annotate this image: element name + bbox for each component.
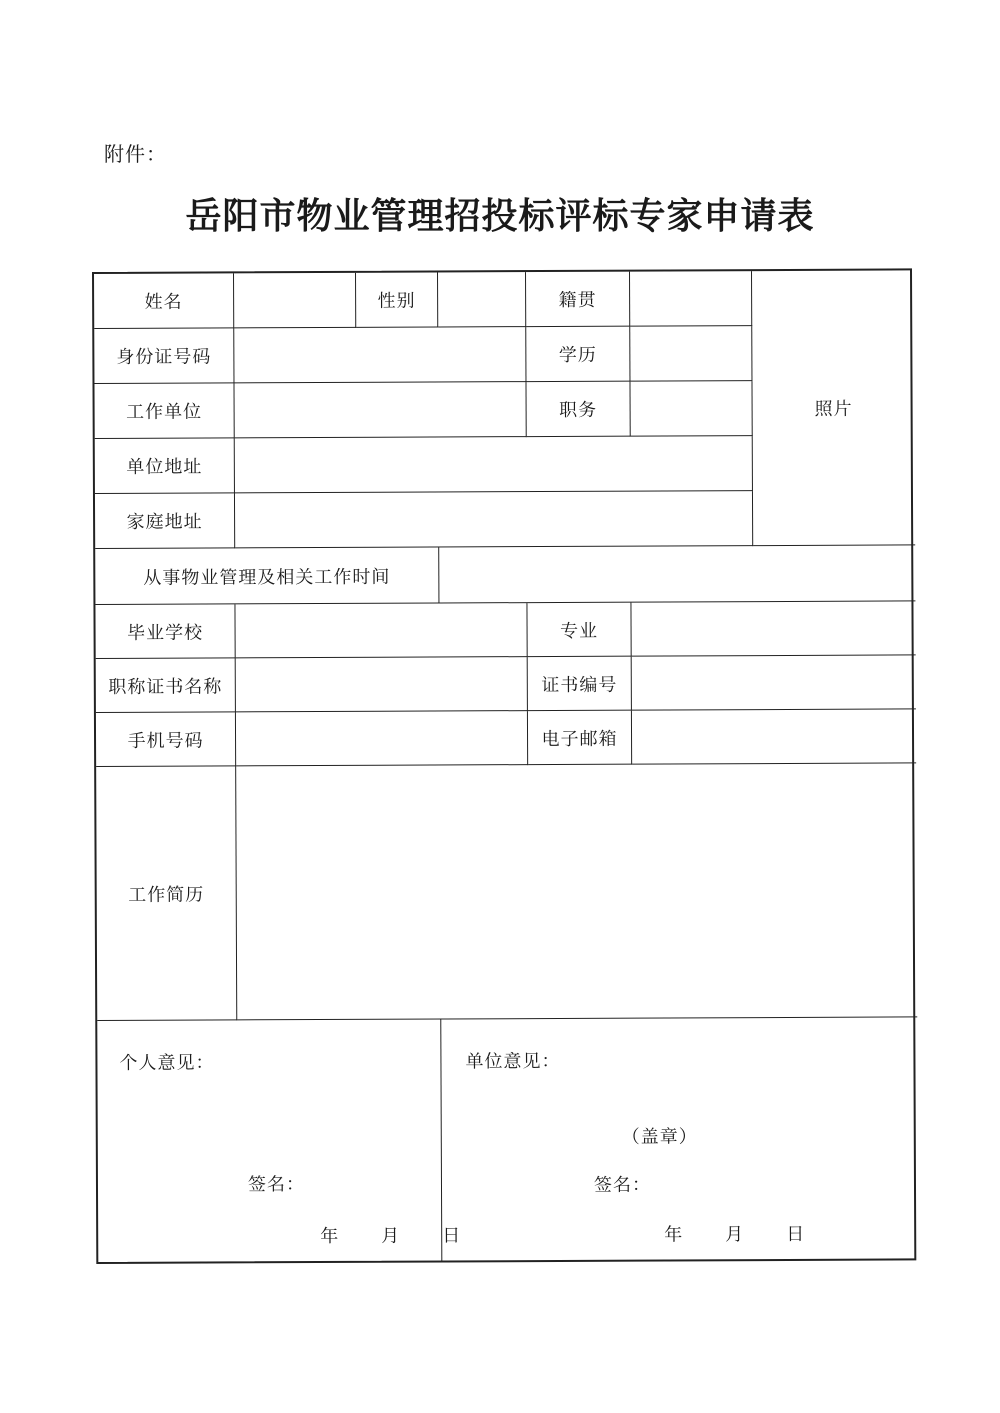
email-label: 电子邮箱 (528, 711, 632, 765)
unit-address-field[interactable] (235, 436, 753, 493)
work-time-field[interactable] (439, 545, 915, 603)
gender-label: 性别 (356, 272, 438, 327)
photo-box[interactable]: 照片 (752, 270, 915, 546)
resume-label: 工作简历 (96, 766, 237, 1021)
position-label: 职务 (526, 382, 630, 437)
personal-opinion-box[interactable] (97, 1019, 462, 1262)
native-place-label: 籍贯 (526, 272, 630, 327)
work-unit-label: 工作单位 (94, 383, 234, 439)
application-form-table (92, 268, 916, 1264)
unit-seal-label: （盖章） (621, 1126, 698, 1148)
personal-date (320, 1221, 461, 1248)
work-unit-field[interactable] (234, 382, 526, 438)
gender-field[interactable] (438, 272, 526, 327)
unit-address-label: 单位地址 (95, 438, 235, 494)
home-address-field[interactable] (235, 491, 753, 548)
education-label: 学历 (526, 327, 630, 382)
personal-date-month: 月 (381, 1225, 401, 1247)
unit-date (664, 1220, 805, 1247)
id-number-label: 身份证号码 (94, 328, 234, 384)
personal-sign-label: 签名： (247, 1174, 306, 1196)
home-address-label: 家庭地址 (95, 493, 235, 549)
unit-date-year: 年 (664, 1224, 684, 1246)
name-label: 姓名 (94, 273, 234, 329)
personal-date-day: 日 (442, 1225, 462, 1247)
unit-sign-label: 签名： (593, 1174, 652, 1196)
form-title: 岳阳市物业管理招投标评标专家申请表 (185, 195, 815, 237)
cert-number-field[interactable] (632, 655, 916, 710)
name-field[interactable] (234, 273, 356, 329)
native-place-field[interactable] (630, 271, 752, 327)
phone-field[interactable] (236, 711, 528, 766)
school-field[interactable] (235, 603, 527, 658)
cert-name-field[interactable] (236, 657, 528, 712)
unit-opinion-title: 单位意见： (465, 1050, 561, 1073)
personal-date-year: 年 (320, 1225, 340, 1248)
id-number-field[interactable] (234, 327, 526, 383)
unit-opinion-box[interactable] (441, 1017, 918, 1261)
work-time-label: 从事物业管理及相关工作时间 (95, 547, 439, 605)
school-label: 毕业学校 (95, 604, 235, 659)
email-field[interactable] (632, 709, 916, 764)
major-field[interactable] (631, 601, 915, 656)
unit-date-month: 月 (725, 1224, 745, 1246)
resume-field[interactable] (236, 763, 917, 1020)
unit-date-day: 日 (786, 1223, 806, 1245)
cert-name-label: 职称证书名称 (96, 658, 236, 713)
attachment-label: 附件： (104, 142, 167, 166)
major-label: 专业 (527, 603, 631, 657)
cert-number-label: 证书编号 (528, 657, 632, 711)
education-field[interactable] (630, 326, 752, 382)
phone-label: 手机号码 (96, 712, 236, 767)
personal-opinion-title: 个人意见： (119, 1052, 215, 1074)
position-field[interactable] (630, 381, 752, 437)
